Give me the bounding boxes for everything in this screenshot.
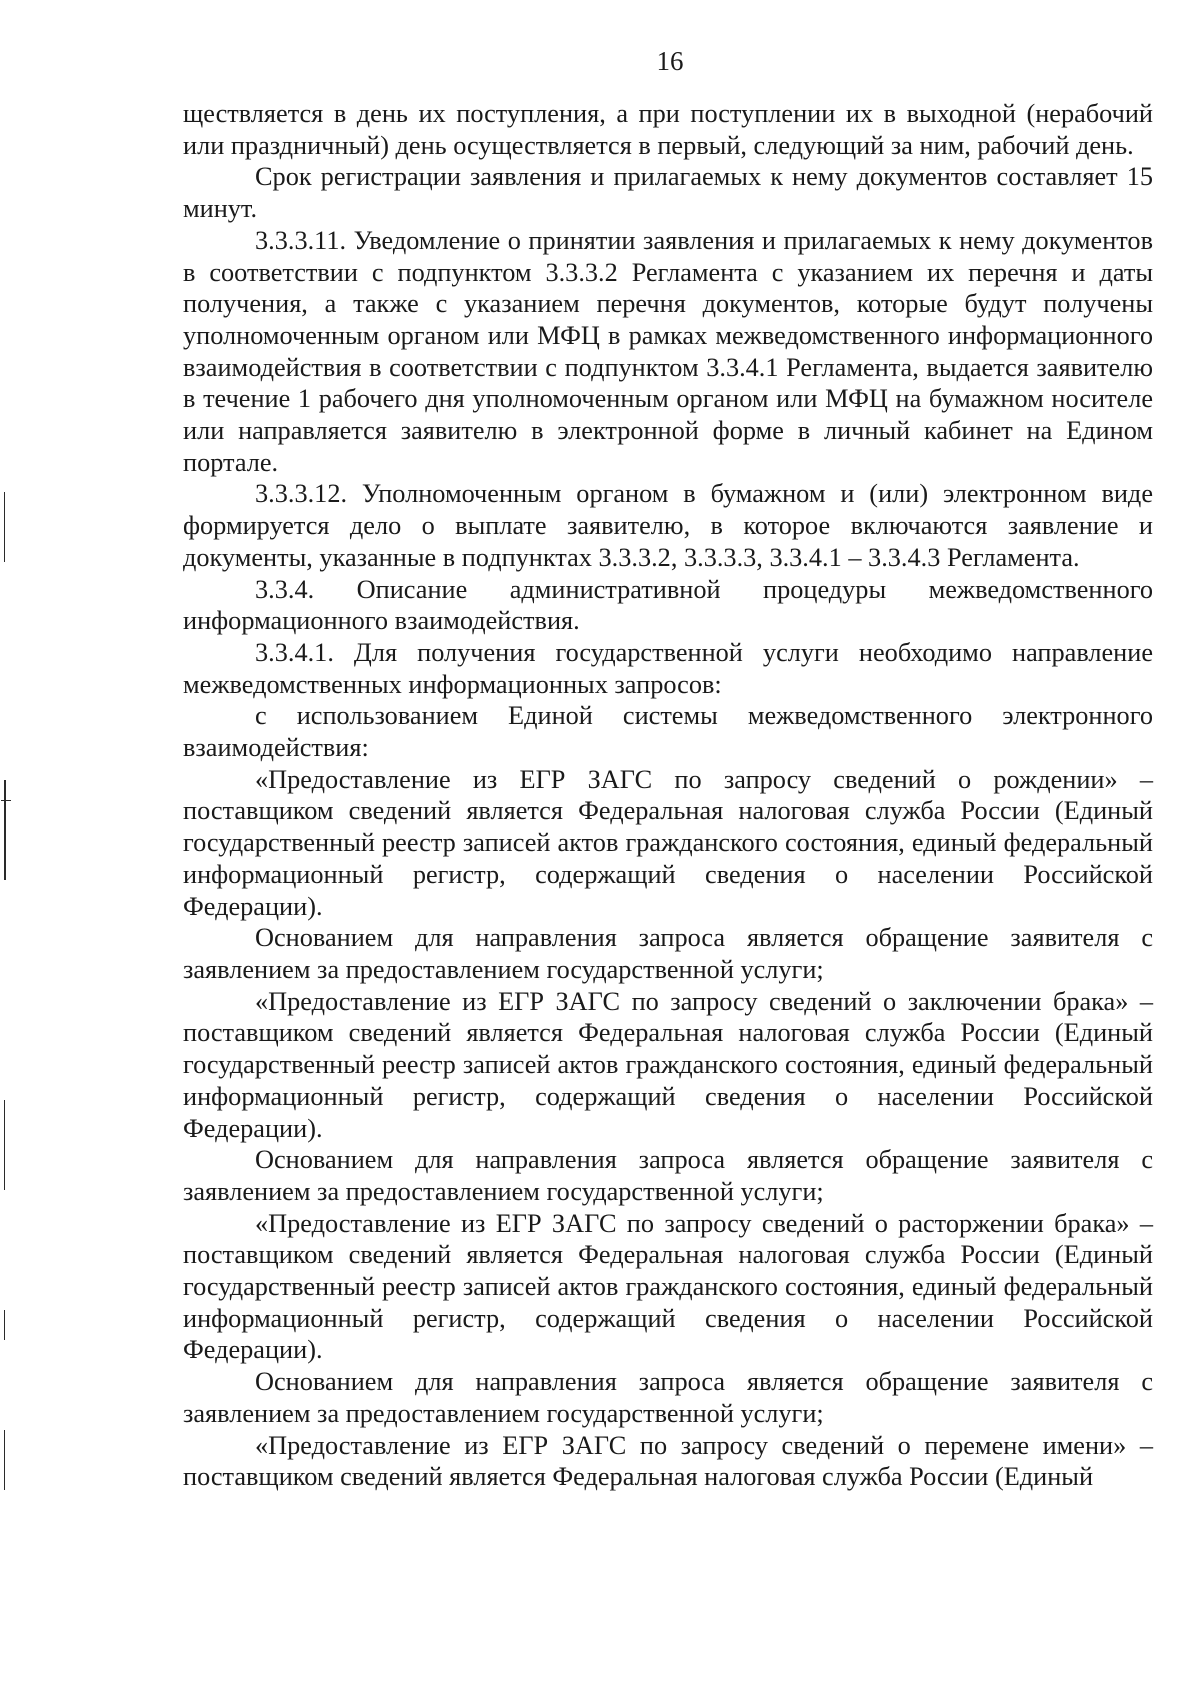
scan-artifact	[4, 780, 6, 880]
paragraph-13: Основанием для направления запроса является обращение заявителя с заявлением за предоставлением государственной услуги;	[183, 1367, 1153, 1428]
scan-artifact	[4, 1430, 5, 1490]
paragraph-3: 3.3.3.11. Уведомление о принятии заявления и прилагаемых к нему документов в соответствии с подпунктом 3.3.3.2 Регламента с указанием их перечня и даты получения, а также с указанием перечня документов, которые будут получены уполномоченным органом или МФЦ в рамках межведомственного информационного взаимодействия в соответствии с подпунктом 3.3.4.1 Регламента, выдается заявителю в течение 1 рабочего дня уполномоченным органом или МФЦ на бумажном носителе или направляется заявителю в электронной форме в личный кабинет на Едином портале.	[183, 225, 1153, 477]
paragraph-8: «Предоставление из ЕГР ЗАГС по запросу сведений о рождении» – поставщиком сведений является Федеральная налоговая служба России (Единый государственный реестр записей актов гражданского состояния, единый федеральный информационный регистр, содержащий сведения о населении Российской Федерации).	[183, 764, 1153, 921]
paragraph-7: с использованием Единой системы межведомственного электронного взаимодействия:	[183, 701, 1153, 763]
paragraph-4: 3.3.3.12. Уполномоченным органом в бумажном и (или) электронном виде формируется дело о выплате заявителю, в которое включаются заявление и документы, указанные в подпунктах 3.3.3.2, 3.3.3.3, 3.3.4.1 – 3.3.4.3 Регламента.	[183, 479, 1153, 572]
paragraph-10: «Предоставление из ЕГР ЗАГС по запросу сведений о заключении брака» – поставщиком сведений является Федеральная налоговая служба России (Единый государственный реестр записей актов гражданского состояния, единый федеральный информационный регистр, содержащий сведения о населении Российской Федерации).	[183, 986, 1153, 1143]
paragraph-11: Основанием для направления запроса является обращение заявителя с заявлением за предоставлением государственной услуги;	[183, 1145, 1153, 1206]
page-number: 16	[656, 46, 684, 76]
paragraph-6: 3.3.4.1. Для получения государственной услуги необходимо направление межведомственных информационных запросов:	[183, 637, 1153, 699]
paragraph-2: Срок регистрации заявления и прилагаемых к нему документов составляет 15 минут.	[183, 162, 1153, 224]
paragraph-9: Основанием для направления запроса является обращение заявителя с заявлением за предоставлением государственной услуги;	[183, 923, 1153, 984]
paragraph-5: 3.3.4. Описание административной процедуры межведомственного информационного взаимодействия.	[183, 574, 1153, 636]
paragraph-14: «Предоставление из ЕГР ЗАГС по запросу сведений о перемене имени» – поставщиком сведений является Федеральная налоговая служба России (Единый	[183, 1430, 1153, 1492]
document-body	[183, 98, 1153, 1493]
scan-artifact	[1, 800, 11, 801]
paragraph-1: ществляется в день их поступления, а при поступлении их в выходной (нерабочий или праздничный) день осуществляется в первый, следующий за ним, рабочий день.	[183, 99, 1153, 160]
scan-artifact	[4, 1310, 5, 1340]
scan-artifact	[4, 492, 5, 562]
paragraph-12: «Предоставление из ЕГР ЗАГС по запросу сведений о расторжении брака» – поставщиком сведений является Федеральная налоговая служба России (Единый государственный реестр записей актов гражданского состояния, единый федеральный информационный регистр, содержащий сведения о населении Российской Федерации).	[183, 1208, 1153, 1365]
scan-artifact	[4, 1100, 5, 1190]
